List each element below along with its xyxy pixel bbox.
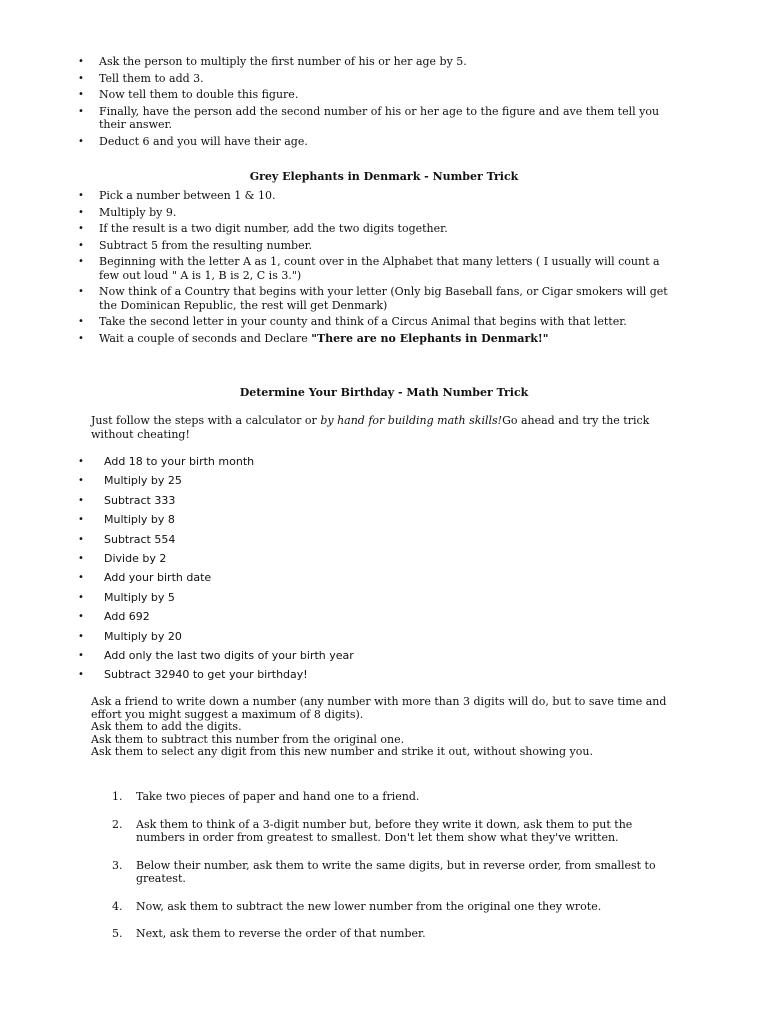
list-item: • Tell them to add 3. <box>99 72 679 86</box>
list-item: • Multiply by 8 <box>104 513 604 532</box>
list-item: • Multiply by 9. <box>99 206 679 220</box>
list-item: • Multiply by 25 <box>104 474 604 493</box>
list-item: • Take the second letter in your county and think of a Circus Animal that begins with that letter. <box>99 315 679 329</box>
item-number: 3. <box>112 858 123 872</box>
paragraph-line: Ask them to add the digits. <box>91 720 242 733</box>
list-item: • Multiply by 5 <box>104 591 604 610</box>
intro-text-2: Go ahead and try the trick without cheating! <box>91 414 650 441</box>
item-text: Ask them to think of a 3-digit number but, before they write it down, ask them to put the numbers in order from greatest to smallest. Don't let them show what they've written. <box>136 817 633 844</box>
list-item: • Add 692 <box>104 610 604 629</box>
intro-italic: by hand for building math skills! <box>320 414 503 427</box>
friend-paragraph <box>91 696 681 759</box>
birthday-steps-list <box>104 455 604 688</box>
list-item: • Deduct 6 and you will have their age. <box>99 135 679 149</box>
list-item: • Add 18 to your birth month <box>104 455 604 474</box>
paragraph-line: Ask them to select any digit from this new number and strike it out, without showing you. <box>91 745 593 758</box>
paragraph-line: Ask them to subtract this number from the original one. <box>91 732 405 746</box>
numbered-steps-list <box>112 790 676 955</box>
declare-quote: "There are no Elephants in Denmark!" <box>311 331 549 345</box>
list-item: • Add your birth date <box>104 571 604 590</box>
numbered-item <box>112 790 676 804</box>
list-item: • Multiply by 20 <box>104 630 604 649</box>
list-item: • Add only the last two digits of your birth year <box>104 649 604 668</box>
numbered-item <box>112 899 676 914</box>
list-item: • Now tell them to double this figure. <box>99 88 679 102</box>
item-number: 5. <box>112 927 123 940</box>
birthday-intro <box>91 414 671 441</box>
list-item: • Subtract 554 <box>104 533 604 552</box>
list-item: • Finally, have the person add the second number of his or her age to the figure and ave them tell you their answer. <box>99 105 679 132</box>
list-item-declare <box>99 332 679 346</box>
section-heading-birthday: Determine Your Birthday - Math Number Trick <box>239 386 529 399</box>
numbered-item <box>112 858 676 886</box>
item-number: 4. <box>112 899 123 913</box>
item-text: Now, ask them to subtract the new lower number from the original one they wrote. <box>136 899 602 913</box>
list-item: • Subtract 333 <box>104 494 604 513</box>
list-item: • Ask the person to multiply the first number of his or her age by 5. <box>99 55 679 69</box>
age-trick-list <box>99 55 679 151</box>
list-item: • Pick a number between 1 & 10. <box>99 189 679 203</box>
elephant-trick-list <box>99 189 679 348</box>
list-item: • Subtract 5 from the resulting number. <box>99 239 679 253</box>
item-text: Below their number, ask them to write the same digits, but in reverse order, from smallest to greatest. <box>136 858 656 885</box>
list-item: • Now think of a Country that begins with your letter (Only big Baseball fans, or Cigar smokers will get the Dominican Republic, the rest will get Denmark) <box>99 285 679 312</box>
item-text: Next, ask them to reverse the order of that number. <box>136 927 426 940</box>
list-item: • Divide by 2 <box>104 552 604 571</box>
paragraph-line: Ask a friend to write down a number (any number with more than 3 digits will do, but to save time and effort you might suggest a maximum of 8 digits). <box>91 695 667 721</box>
numbered-item <box>112 927 676 941</box>
intro-text: Just follow the steps with a calculator or <box>91 414 321 427</box>
item-number: 1. <box>112 790 123 803</box>
item-number: 2. <box>112 817 123 831</box>
list-item: • Subtract 32940 to get your birthday! <box>104 668 604 687</box>
item-text: Take two pieces of paper and hand one to a friend. <box>136 790 420 803</box>
list-item: • Beginning with the letter A as 1, count over in the Alphabet that many letters ( I usually will count a few out loud " A is 1, B is 2, C is 3.") <box>99 255 679 282</box>
section-heading-elephants: Grey Elephants in Denmark - Number Trick <box>249 170 519 183</box>
declare-text: Wait a couple of seconds and Declare <box>99 331 312 345</box>
list-item: • If the result is a two digit number, add the two digits together. <box>99 222 679 236</box>
numbered-item <box>112 817 676 845</box>
